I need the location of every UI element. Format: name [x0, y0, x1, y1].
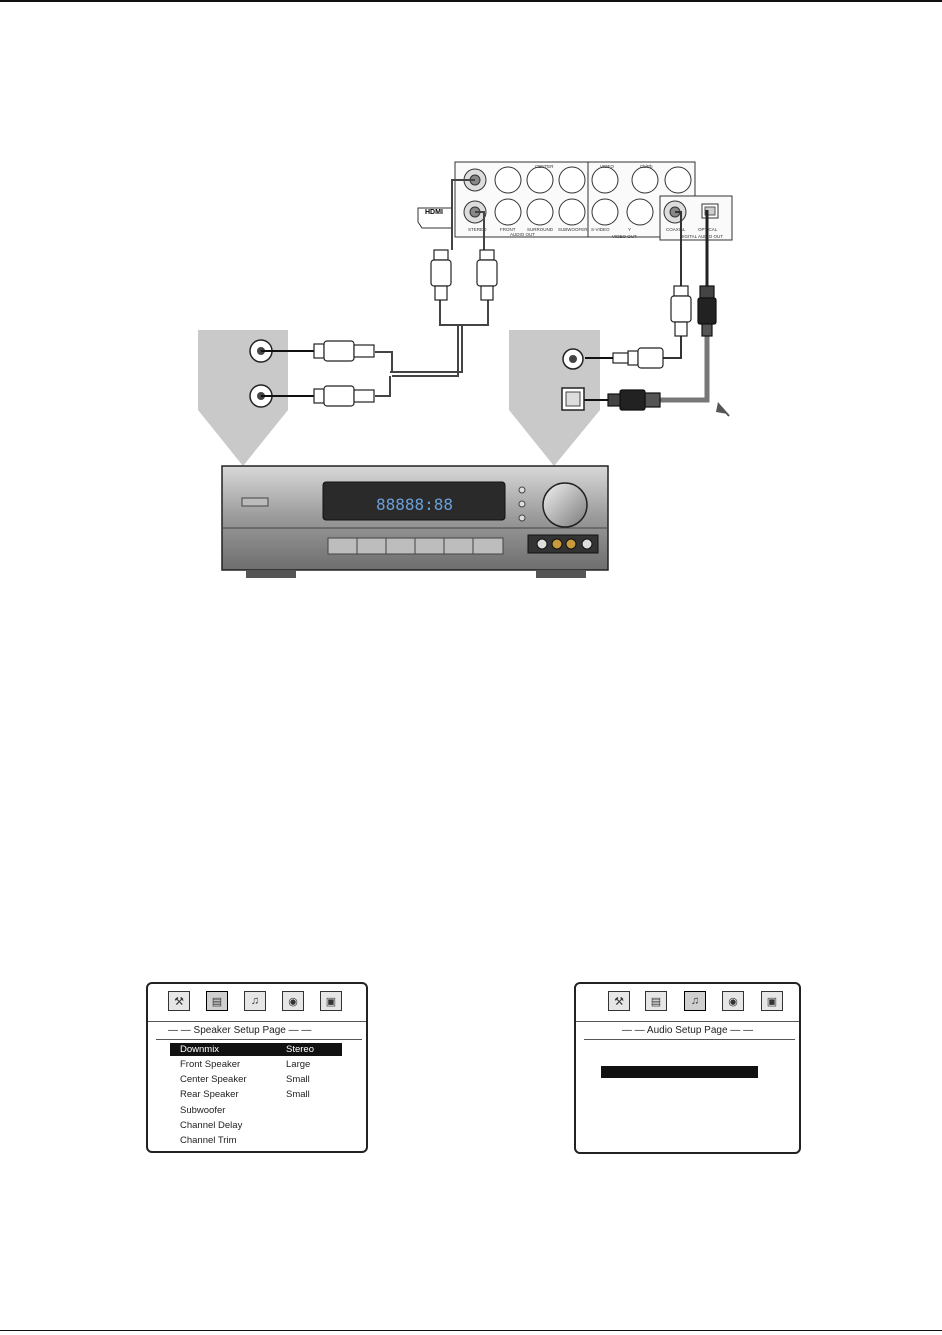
- speaker-icon[interactable]: ▤: [645, 991, 667, 1011]
- menu-row-center-speaker[interactable]: [170, 1073, 342, 1086]
- row-value: Small: [286, 1074, 310, 1085]
- audio-icon[interactable]: ♫: [684, 991, 706, 1011]
- jack-subwoofer: [559, 199, 585, 225]
- coaxial-plugs: [585, 286, 691, 368]
- jack-front: [495, 199, 521, 225]
- jack-label-video: VIDEO: [600, 164, 615, 169]
- row-label: Channel Trim: [180, 1135, 237, 1146]
- row-label: Center Speaker: [180, 1074, 247, 1085]
- menu-row-front-speaker[interactable]: [170, 1058, 342, 1071]
- receiver-input-funnel-right: [509, 330, 600, 466]
- picture-icon[interactable]: ▣: [761, 991, 783, 1011]
- audio-icon[interactable]: ♫: [244, 991, 266, 1011]
- audio-setup-screen: [574, 982, 801, 1154]
- row-label: Subwoofer: [180, 1105, 226, 1116]
- bottom-rule: [0, 1330, 942, 1331]
- jack-label-front: FRONT: [500, 227, 516, 232]
- jack-surround: [527, 199, 553, 225]
- receiver-display: 88888:88: [376, 495, 454, 514]
- selected-menu-row[interactable]: [601, 1066, 758, 1078]
- jack-video: [592, 167, 618, 193]
- wrench-icon[interactable]: ⚒: [608, 991, 630, 1011]
- jack-label-cbpb: Cb/Pb: [640, 164, 653, 169]
- jack-label-s-video: S-VIDEO: [591, 227, 610, 232]
- osd-divider: [576, 1021, 799, 1022]
- speaker-setup-title: — — Speaker Setup Page — —: [168, 1025, 312, 1036]
- hdmi-label: HDMI: [425, 209, 443, 216]
- digital-audio-out-label: DIGITAL AUDIO OUT: [680, 234, 724, 239]
- menu-row-rear-speaker[interactable]: [170, 1088, 342, 1101]
- osd-divider: [584, 1039, 795, 1040]
- jack-label-coaxial: COAXIAL: [666, 227, 686, 232]
- row-label: Downmix: [180, 1044, 220, 1055]
- jack-label-optical: OPTICAL: [698, 227, 718, 232]
- row-value: Stereo: [286, 1044, 314, 1055]
- row-value: Small: [286, 1089, 310, 1100]
- jack-cbpb: [632, 167, 658, 193]
- video-out-label: VIDEO OUT: [612, 234, 637, 239]
- osd-divider: [148, 1021, 366, 1022]
- osd-divider: [156, 1039, 362, 1040]
- row-label: Channel Delay: [180, 1120, 243, 1131]
- jack-label-y: Y: [628, 227, 632, 232]
- jack-label-subwoofer: SUBWOOFER: [558, 227, 588, 232]
- wrench-icon[interactable]: ⚒: [168, 991, 190, 1011]
- setup-menu-icons: [148, 984, 366, 1018]
- rca-plugs-player-side: [431, 250, 497, 300]
- picture-icon[interactable]: ▣: [320, 991, 342, 1011]
- setup-menu-icons: [576, 984, 799, 1018]
- disc-icon[interactable]: ◉: [722, 991, 744, 1011]
- player-rear-panel: [418, 162, 732, 240]
- jack-center: [495, 167, 521, 193]
- speaker-setup-screen: [146, 982, 368, 1153]
- jack-label-stereo: STEREO: [468, 227, 487, 232]
- menu-row-channel-delay[interactable]: [170, 1119, 342, 1132]
- audio-setup-title: — — Audio Setup Page — —: [621, 1025, 754, 1036]
- jack-y: [627, 199, 653, 225]
- jack-s-video: [592, 199, 618, 225]
- volume-knob: [543, 483, 587, 527]
- connection-diagram: [0, 0, 942, 600]
- jack-center-2: [527, 167, 553, 193]
- menu-row-downmix[interactable]: [170, 1043, 342, 1056]
- row-value: Large: [286, 1059, 311, 1070]
- menu-row-subwoofer[interactable]: [170, 1104, 342, 1117]
- row-label: Rear Speaker: [180, 1089, 239, 1100]
- jack-label-center: CENTER: [535, 164, 554, 169]
- jack-crpr: [665, 167, 691, 193]
- av-receiver: [222, 466, 608, 578]
- jack-label-surround: SURROUND: [527, 227, 554, 232]
- row-label: Front Speaker: [180, 1059, 241, 1070]
- speaker-icon[interactable]: ▤: [206, 991, 228, 1011]
- menu-row-channel-trim[interactable]: [170, 1134, 342, 1147]
- audio-out-label: AUDIO OUT: [510, 232, 536, 237]
- disc-icon[interactable]: ◉: [282, 991, 304, 1011]
- pointer-arrow-icon: [716, 402, 729, 416]
- jack-center-3: [559, 167, 585, 193]
